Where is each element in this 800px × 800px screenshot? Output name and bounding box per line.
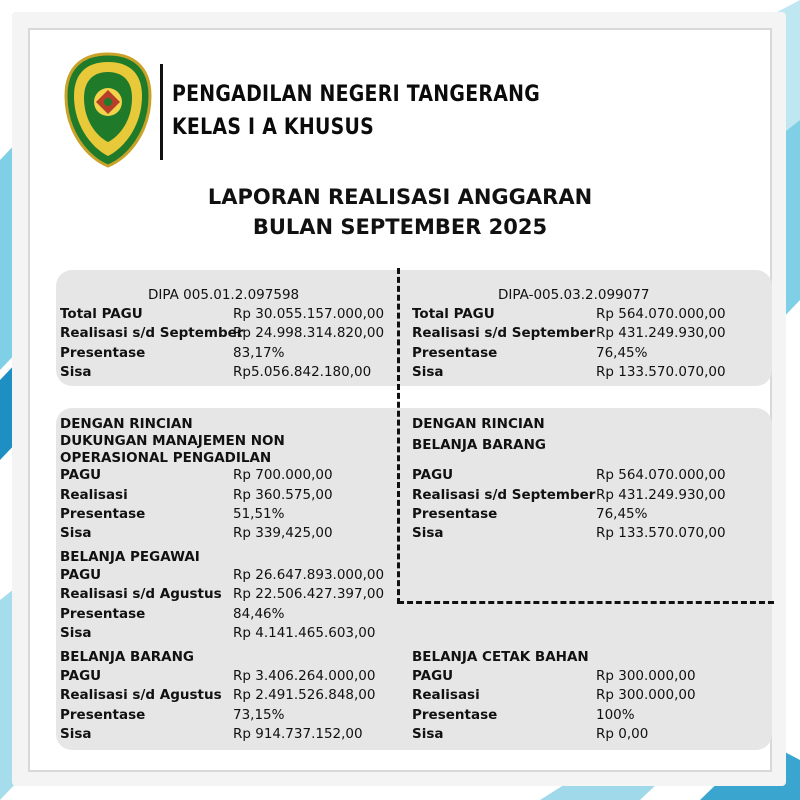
dipa2-value: Rp 431.249.930,00 — [596, 325, 726, 341]
pegawai-label: Sisa — [60, 625, 92, 641]
dipa2-label: Realisasi s/d September — [412, 325, 596, 341]
cetak-label: PAGU — [412, 668, 454, 684]
dipa2-value: Rp 133.570.070,00 — [596, 364, 726, 380]
rincian2-value: Rp 133.570.070,00 — [596, 525, 726, 541]
rincian2-heading: BELANJA BARANG — [412, 437, 546, 453]
rincian2-value: 76,45% — [596, 506, 648, 522]
cetak-value: 100% — [596, 707, 635, 723]
rincian2-value: Rp 564.070.000,00 — [596, 467, 726, 483]
dashed-divider-vertical — [397, 268, 400, 604]
rincian1-label: PAGU — [60, 467, 102, 483]
dipa1-label: Realisasi s/d September — [60, 325, 244, 341]
pegawai-label: Presentase — [60, 606, 146, 622]
pegawai-heading: BELANJA PEGAWAI — [60, 549, 200, 565]
barang1-value: Rp 3.406.264.000,00 — [233, 668, 376, 684]
cetak-heading: BELANJA CETAK BAHAN — [412, 649, 589, 665]
court-logo — [62, 50, 154, 170]
rincian1-value: 51,51% — [233, 506, 285, 522]
dipa1-value: Rp 24.998.314.820,00 — [233, 325, 385, 341]
pegawai-value: 84,46% — [233, 606, 285, 622]
barang1-label: Realisasi s/d Agustus — [60, 687, 222, 703]
cetak-value: Rp 300.000,00 — [596, 687, 696, 703]
dipa1-value: 83,17% — [233, 345, 285, 361]
rincian1-heading: DENGAN RINCIAN — [60, 416, 193, 432]
rincian1-heading: DUKUNGAN MANAJEMEN NON — [60, 433, 285, 449]
pegawai-value: Rp 26.647.893.000,00 — [233, 567, 385, 583]
barang1-heading: BELANJA BARANG — [60, 649, 194, 665]
pegawai-value: Rp 22.506.427.397,00 — [233, 586, 385, 602]
report-title-line2: BULAN SEPTEMBER 2025 — [252, 215, 548, 239]
dipa2-label: Sisa — [412, 364, 444, 380]
rincian2-label: PAGU — [412, 467, 454, 483]
rincian1-heading: OPERASIONAL PENGADILAN — [60, 450, 272, 466]
dashed-divider-horizontal — [398, 601, 774, 604]
barang1-value: Rp 2.491.526.848,00 — [233, 687, 376, 703]
report-title-line1: LAPORAN REALISASI ANGGARAN — [207, 185, 593, 209]
rincian2-label: Presentase — [412, 506, 498, 522]
rincian1-label: Sisa — [60, 525, 92, 541]
cetak-label: Sisa — [412, 726, 444, 742]
cetak-value: Rp 0,00 — [596, 726, 649, 742]
cetak-label: Presentase — [412, 707, 498, 723]
dipa2-label: Total PAGU — [412, 306, 495, 322]
barang1-label: PAGU — [60, 668, 102, 684]
dipa1-title: DIPA 005.01.2.097598 — [148, 287, 300, 303]
pegawai-value: Rp 4.141.465.603,00 — [233, 625, 376, 641]
dipa2-value: Rp 564.070.000,00 — [596, 306, 726, 322]
rincian2-label: Realisasi s/d September — [412, 487, 596, 503]
rincian2-label: Sisa — [412, 525, 444, 541]
dipa2-title: DIPA-005.03.2.099077 — [498, 287, 650, 303]
pegawai-label: Realisasi s/d Agustus — [60, 586, 222, 602]
org-name-line2: KELAS I A KHUSUS — [172, 115, 374, 140]
cetak-label: Realisasi — [412, 687, 480, 703]
cetak-value: Rp 300.000,00 — [596, 668, 696, 684]
rincian1-label: Realisasi — [60, 487, 128, 503]
dipa1-label: Sisa — [60, 364, 92, 380]
dipa2-label: Presentase — [412, 345, 498, 361]
header-divider — [160, 64, 163, 160]
barang1-label: Presentase — [60, 707, 146, 723]
rincian1-value: Rp 700.000,00 — [233, 467, 333, 483]
barang1-label: Sisa — [60, 726, 92, 742]
org-name-line1: PENGADILAN NEGERI TANGERANG — [172, 82, 540, 107]
pegawai-label: PAGU — [60, 567, 102, 583]
dipa1-label: Presentase — [60, 345, 146, 361]
rincian1-label: Presentase — [60, 506, 146, 522]
barang1-value: 73,15% — [233, 707, 285, 723]
dipa1-value: Rp5.056.842.180,00 — [233, 364, 372, 380]
rincian2-value: Rp 431.249.930,00 — [596, 487, 726, 503]
dipa2-value: 76,45% — [596, 345, 648, 361]
rincian1-value: Rp 360.575,00 — [233, 487, 333, 503]
dipa1-value: Rp 30.055.157.000,00 — [233, 306, 385, 322]
dipa1-label: Total PAGU — [60, 306, 143, 322]
rincian2-heading: DENGAN RINCIAN — [412, 416, 545, 432]
rincian1-value: Rp 339,425,00 — [233, 525, 333, 541]
barang1-value: Rp 914.737.152,00 — [233, 726, 363, 742]
